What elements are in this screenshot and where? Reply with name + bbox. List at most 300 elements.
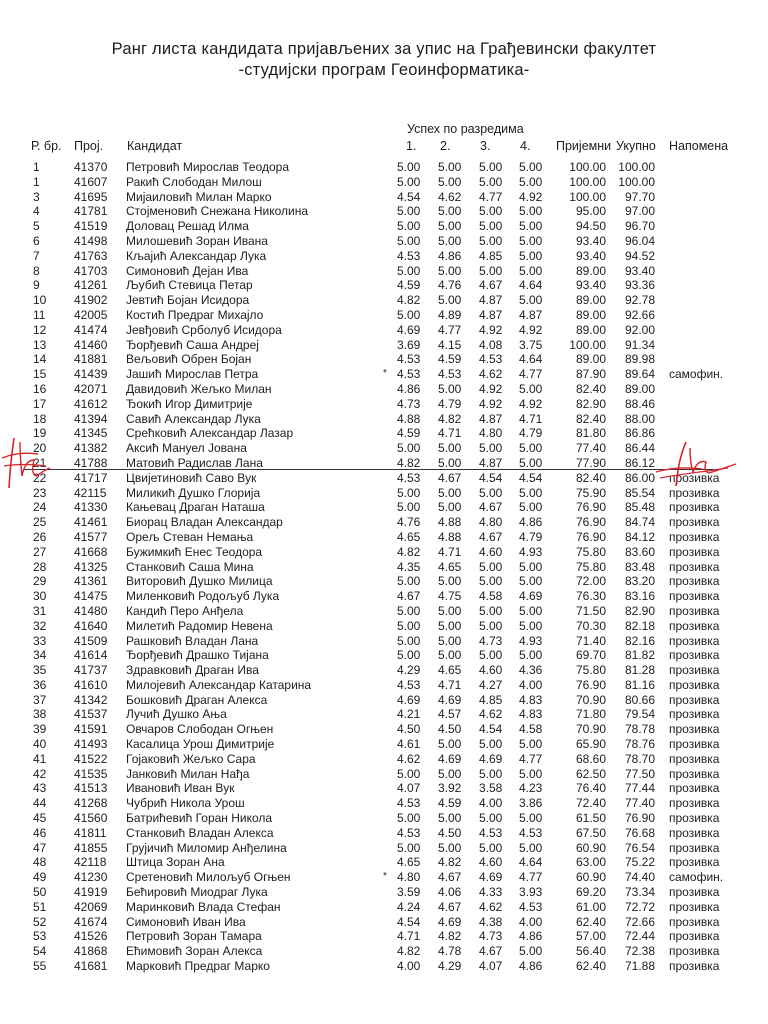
grade-4-cell: 5.00	[519, 219, 543, 234]
application-id-cell: 41475	[74, 589, 108, 604]
rank-cell: 37	[33, 692, 47, 707]
application-id-cell: 41763	[74, 248, 108, 263]
grade-2-cell: 5.00	[438, 766, 462, 781]
rank-cell: 1	[33, 160, 40, 174]
grade-1-cell: 4.53	[397, 825, 421, 840]
rank-cell: 18	[33, 411, 47, 426]
entrance-exam-cell: 100.00	[569, 189, 606, 204]
header-note: Напомена	[669, 139, 729, 153]
candidate-name-cell: Милошевић Зоран Ивана	[126, 233, 268, 248]
application-id-cell: 41498	[74, 233, 108, 248]
grade-4-cell: 5.00	[519, 233, 543, 248]
grade-3-cell: 4.62	[479, 707, 503, 722]
table-row	[0, 767, 768, 782]
application-id-cell: 42069	[74, 899, 108, 914]
rank-cell: 14	[33, 352, 47, 367]
table-row	[0, 752, 768, 767]
grade-2-cell: 5.00	[438, 263, 462, 278]
candidate-name-cell: Јашић Мирослав Петра	[126, 367, 259, 382]
grade-3-cell: 5.00	[479, 766, 503, 781]
note-cell: прозивка	[669, 929, 720, 944]
rank-cell: 46	[33, 825, 47, 840]
application-id-cell: 41461	[74, 515, 108, 530]
table-row	[0, 619, 768, 634]
entrance-exam-cell: 63.00	[575, 855, 606, 870]
entrance-exam-cell: 62.50	[575, 766, 606, 781]
rank-cell: 47	[33, 840, 47, 855]
rank-cell: 53	[33, 929, 47, 944]
grade-2-cell: 5.00	[438, 204, 462, 219]
application-id-cell: 41717	[74, 470, 108, 485]
grade-3-cell: 4.73	[479, 633, 503, 648]
title-line-2: -студијски програм Геоинформатика-	[238, 61, 530, 79]
application-id-cell: 41737	[74, 663, 108, 678]
grade-2-cell: 4.53	[438, 367, 462, 382]
rank-cell: 49	[33, 870, 47, 885]
grade-1-cell: 5.00	[397, 811, 421, 826]
grade-1-cell: 4.50	[397, 722, 421, 737]
total-score-cell: 89.64	[624, 367, 655, 382]
note-cell: прозивка	[669, 559, 720, 574]
grade-1-cell: 4.61	[397, 737, 421, 752]
grade-4-cell: 5.00	[519, 811, 543, 826]
grade-2-cell: 5.00	[438, 811, 462, 826]
grade-4-cell: 5.00	[519, 248, 543, 263]
rank-cell: 3	[33, 189, 40, 204]
entrance-exam-cell: 89.00	[575, 322, 606, 337]
grade-2-cell: 5.00	[438, 233, 462, 248]
note-cell: прозивка	[669, 603, 720, 618]
total-score-cell: 89.00	[624, 381, 655, 396]
grade-2-cell: 4.75	[438, 589, 462, 604]
total-score-cell: 71.88	[624, 959, 655, 974]
entrance-exam-cell: 69.70	[575, 648, 606, 663]
total-score-cell: 97.00	[624, 204, 655, 219]
total-score-cell: 72.38	[624, 944, 655, 959]
candidate-name-cell: Јевтић Бојан Исидора	[126, 293, 250, 308]
grade-4-cell: 5.00	[519, 574, 543, 589]
candidate-name-cell: Кандић Перо Анђела	[126, 603, 244, 618]
note-cell: прозивка	[669, 574, 720, 589]
candidate-name-cell: Чубрић Никола Урош	[126, 796, 245, 811]
grade-4-cell: 4.93	[519, 633, 543, 648]
total-score-cell: 82.90	[624, 603, 655, 618]
grade-2-cell: 4.65	[438, 663, 462, 678]
grade-2-cell: 5.00	[438, 160, 462, 174]
note-cell: прозивка	[669, 825, 720, 840]
entrance-exam-cell: 68.60	[575, 751, 606, 766]
note-cell: прозивка	[669, 722, 720, 737]
grade-3-cell: 4.62	[479, 899, 503, 914]
table-row	[0, 367, 768, 382]
header-grade-3: 3.	[480, 139, 491, 153]
table-row	[0, 486, 768, 501]
candidate-name-cell: Јевђовић Срболуб Исидора	[126, 322, 282, 337]
grade-1-cell: 4.82	[397, 293, 421, 308]
total-score-cell: 94.52	[624, 248, 655, 263]
rank-cell: 43	[33, 781, 47, 796]
grade-3-cell: 4.27	[479, 677, 503, 692]
entrance-exam-cell: 61.00	[575, 899, 606, 914]
table-row	[0, 707, 768, 722]
table-row	[0, 737, 768, 752]
grade-2-cell: 5.00	[438, 618, 462, 633]
grade-4-cell: 4.69	[519, 589, 543, 604]
application-id-cell: 42118	[74, 855, 107, 870]
total-score-cell: 72.72	[624, 899, 655, 914]
table-row	[0, 249, 768, 264]
grade-1-cell: 5.00	[397, 766, 421, 781]
grade-1-cell: 5.00	[397, 233, 421, 248]
table-row	[0, 915, 768, 930]
grade-3-cell: 4.87	[479, 307, 503, 322]
rank-cell: 12	[33, 322, 47, 337]
entrance-exam-cell: 75.80	[575, 663, 606, 678]
grade-1-cell: 5.00	[397, 174, 421, 189]
grade-2-cell: 4.62	[438, 189, 462, 204]
application-id-cell: 41607	[74, 174, 108, 189]
table-row	[0, 826, 768, 841]
total-score-cell: 85.54	[624, 485, 655, 500]
entrance-exam-cell: 89.00	[575, 293, 606, 308]
entrance-exam-cell: 60.90	[575, 840, 606, 855]
application-id-cell: 42071	[74, 381, 108, 396]
entrance-exam-cell: 76.90	[575, 677, 606, 692]
entrance-exam-cell: 70.90	[575, 692, 606, 707]
grade-1-cell: 4.21	[397, 707, 421, 722]
total-score-cell: 88.00	[624, 411, 655, 426]
grade-1-cell: 5.00	[397, 633, 421, 648]
grade-1-cell: 5.00	[397, 307, 421, 322]
table-row	[0, 530, 768, 545]
grade-4-cell: 5.00	[519, 204, 543, 219]
grade-2-cell: 5.00	[438, 737, 462, 752]
entrance-exam-cell: 62.40	[575, 914, 606, 929]
grade-2-cell: 4.06	[438, 885, 462, 900]
grade-2-cell: 4.89	[438, 307, 462, 322]
candidate-name-cell: Маринковић Влада Стефан	[126, 899, 281, 914]
grade-1-cell: 4.82	[397, 944, 421, 959]
header-entrance-exam: Пријемни	[556, 139, 612, 153]
note-cell: прозивка	[669, 781, 720, 796]
grade-4-cell: 5.00	[519, 618, 543, 633]
grade-4-cell: 5.00	[519, 263, 543, 278]
rank-cell: 48	[33, 855, 47, 870]
grade-1-cell: 4.65	[397, 529, 421, 544]
entrance-exam-cell: 70.90	[575, 722, 606, 737]
grade-3-cell: 4.67	[479, 278, 503, 293]
table-row	[0, 885, 768, 900]
table-row	[0, 870, 768, 885]
application-id-cell: 41439	[74, 367, 108, 382]
note-cell: прозивка	[669, 944, 720, 959]
total-score-cell: 76.68	[624, 825, 655, 840]
total-score-cell: 79.54	[624, 707, 655, 722]
rank-cell: 6	[33, 233, 40, 248]
grade-2-cell: 4.82	[438, 411, 462, 426]
grade-1-cell: 4.71	[397, 929, 421, 944]
note-cell: прозивка	[669, 914, 720, 929]
table-row	[0, 352, 768, 367]
grade-3-cell: 4.87	[479, 293, 503, 308]
grade-1-cell: 4.07	[397, 781, 421, 796]
application-id-cell: 41881	[74, 352, 108, 367]
candidate-name-cell: Давидовић Жељко Милан	[126, 381, 272, 396]
application-id-cell: 41640	[74, 618, 108, 633]
rank-cell: 50	[33, 885, 47, 900]
grade-2-cell: 4.67	[438, 899, 462, 914]
admission-cutoff-line	[24, 469, 718, 470]
table-row	[0, 219, 768, 234]
grade-1-cell: 4.53	[397, 677, 421, 692]
grade-1-cell: 4.80	[397, 870, 421, 885]
entrance-exam-cell: 93.40	[575, 233, 606, 248]
grade-3-cell: 4.69	[479, 751, 503, 766]
grade-1-cell: 4.65	[397, 855, 421, 870]
table-row	[0, 160, 768, 175]
application-id-cell: 41382	[74, 441, 108, 456]
grade-4-cell: 4.92	[519, 189, 543, 204]
candidate-name-cell: Љубић Стевица Петар	[126, 278, 253, 293]
grade-3-cell: 4.87	[479, 455, 503, 470]
grade-4-cell: 3.75	[519, 337, 543, 352]
application-id-cell: 41537	[74, 707, 108, 722]
entrance-exam-cell: 76.40	[575, 781, 606, 796]
note-cell: прозивка	[669, 707, 720, 722]
grade-1-cell: 5.00	[397, 204, 421, 219]
total-score-cell: 73.34	[624, 885, 655, 900]
grade-1-cell: 4.24	[397, 899, 421, 914]
note-cell: прозивка	[669, 811, 720, 826]
entrance-exam-cell: 75.80	[575, 544, 606, 559]
grade-3-cell: 4.80	[479, 515, 503, 530]
rank-cell: 55	[33, 959, 47, 974]
rank-cell: 34	[33, 648, 47, 663]
grade-3-cell: 4.92	[479, 381, 503, 396]
self-financed-mark: *	[383, 368, 387, 380]
entrance-exam-cell: 100.00	[569, 174, 606, 189]
entrance-exam-cell: 89.00	[575, 352, 606, 367]
application-id-cell: 41591	[74, 722, 108, 737]
grade-3-cell: 3.58	[479, 781, 503, 796]
candidate-name-cell: Цвијетиновић Саво Вук	[126, 470, 257, 485]
application-id-cell: 41342	[74, 692, 108, 707]
header-grade-2: 2.	[440, 139, 451, 153]
grade-3-cell: 4.67	[479, 944, 503, 959]
candidate-name-cell: Кањевац Драган Наташа	[126, 500, 265, 515]
grade-4-cell: 4.00	[519, 914, 543, 929]
application-id-cell: 41268	[74, 796, 108, 811]
grade-3-cell: 4.60	[479, 855, 503, 870]
entrance-exam-cell: 76.90	[575, 529, 606, 544]
grade-4-cell: 5.00	[519, 559, 543, 574]
table-row	[0, 308, 768, 323]
application-id-cell: 41668	[74, 544, 108, 559]
note-cell: прозивка	[669, 677, 720, 692]
note-cell: прозивка	[669, 500, 720, 515]
grade-4-cell: 5.00	[519, 766, 543, 781]
application-id-cell: 41394	[74, 411, 108, 426]
rank-cell: 21	[33, 455, 47, 470]
entrance-exam-cell: 95.00	[575, 204, 606, 219]
note-cell: прозивка	[669, 589, 720, 604]
total-score-cell: 83.16	[624, 589, 655, 604]
table-row	[0, 589, 768, 604]
total-score-cell: 93.36	[624, 278, 655, 293]
application-id-cell: 41261	[74, 278, 108, 293]
grade-2-cell: 4.86	[438, 248, 462, 263]
table-row	[0, 293, 768, 308]
grade-4-cell: 4.77	[519, 751, 543, 766]
candidate-name-cell: Грујичић Миломир Анђелина	[126, 840, 287, 855]
candidate-name-cell: Симоновић Иван Ива	[126, 914, 246, 929]
total-score-cell: 100.00	[618, 174, 655, 189]
entrance-exam-cell: 57.00	[575, 929, 606, 944]
entrance-exam-cell: 56.40	[575, 944, 606, 959]
entrance-exam-cell: 69.20	[575, 885, 606, 900]
rank-cell: 8	[33, 263, 40, 278]
total-score-cell: 96.70	[624, 219, 655, 234]
rank-cell: 41	[33, 751, 47, 766]
grade-2-cell: 4.50	[438, 722, 462, 737]
grade-3-cell: 5.00	[479, 263, 503, 278]
entrance-exam-cell: 81.80	[575, 426, 606, 441]
application-id-cell: 41526	[74, 929, 108, 944]
table-row	[0, 796, 768, 811]
grade-4-cell: 5.00	[519, 737, 543, 752]
grade-2-cell: 5.00	[438, 574, 462, 589]
application-id-cell: 41855	[74, 840, 108, 855]
grade-2-cell: 4.76	[438, 278, 462, 293]
table-row	[0, 441, 768, 456]
rank-cell: 5	[33, 219, 40, 234]
rank-cell: 35	[33, 663, 47, 678]
total-score-cell: 92.66	[624, 307, 655, 322]
table-row	[0, 900, 768, 915]
entrance-exam-cell: 72.40	[575, 796, 606, 811]
table-row	[0, 471, 768, 486]
entrance-exam-cell: 93.40	[575, 248, 606, 263]
note-cell: прозивка	[669, 766, 720, 781]
grade-2-cell: 4.69	[438, 751, 462, 766]
entrance-exam-cell: 89.00	[575, 263, 606, 278]
rank-cell: 40	[33, 737, 47, 752]
header-id: Прој.	[74, 139, 104, 153]
grade-4-cell: 4.79	[519, 529, 543, 544]
grade-1-cell: 5.00	[397, 485, 421, 500]
total-score-cell: 97.70	[624, 189, 655, 204]
application-id-cell: 41230	[74, 870, 108, 885]
rank-cell: 26	[33, 529, 47, 544]
rank-cell: 7	[33, 248, 40, 263]
grade-3-cell: 5.00	[479, 485, 503, 500]
grade-1-cell: 5.00	[397, 263, 421, 278]
note-cell: прозивка	[669, 485, 720, 500]
rank-cell: 39	[33, 722, 47, 737]
entrance-exam-cell: 67.50	[575, 825, 606, 840]
grade-2-cell: 4.88	[438, 515, 462, 530]
candidate-name-cell: Аксић Мануел Јована	[126, 441, 247, 456]
grade-1-cell: 3.59	[397, 885, 421, 900]
grade-2-cell: 4.71	[438, 677, 462, 692]
note-cell: прозивка	[669, 899, 720, 914]
grade-3-cell: 4.53	[479, 825, 503, 840]
grade-3-cell: 5.00	[479, 233, 503, 248]
application-id-cell: 41493	[74, 737, 108, 752]
grade-2-cell: 5.00	[438, 381, 462, 396]
grade-2-cell: 5.00	[438, 603, 462, 618]
grade-3-cell: 4.08	[479, 337, 503, 352]
candidate-name-cell: Ђорђевић Саша Андреј	[126, 337, 259, 352]
rank-cell: 52	[33, 914, 47, 929]
total-score-cell: 78.70	[624, 751, 655, 766]
total-score-cell: 81.16	[624, 677, 655, 692]
grade-1-cell: 4.29	[397, 663, 421, 678]
application-id-cell: 41614	[74, 648, 108, 663]
application-id-cell: 41919	[74, 885, 108, 900]
table-row	[0, 560, 768, 575]
candidate-name-cell: Ивановић Иван Вук	[126, 781, 235, 796]
candidate-name-cell: Костић Предраг Михајло	[126, 307, 264, 322]
grade-1-cell: 5.00	[397, 648, 421, 663]
grade-2-cell: 5.00	[438, 648, 462, 663]
grade-4-cell: 4.54	[519, 470, 543, 485]
grade-1-cell: 4.69	[397, 692, 421, 707]
grade-3-cell: 4.92	[479, 322, 503, 337]
total-score-cell: 75.22	[624, 855, 655, 870]
grade-2-cell: 4.82	[438, 929, 462, 944]
rank-cell: 29	[33, 574, 47, 589]
grade-2-cell: 4.71	[438, 544, 462, 559]
candidate-name-cell: Станковић Саша Мина	[126, 559, 254, 574]
grade-3-cell: 4.00	[479, 796, 503, 811]
entrance-exam-cell: 72.00	[575, 574, 606, 589]
candidate-name-cell: Стојменовић Снежана Николина	[126, 204, 309, 219]
candidate-name-cell: Милојевић Александар Катарина	[126, 677, 312, 692]
grade-3-cell: 5.00	[479, 219, 503, 234]
candidate-name-cell: Ђорђевић Драшко Тијана	[126, 648, 269, 663]
rank-cell: 24	[33, 500, 47, 515]
table-row	[0, 338, 768, 353]
grade-3-cell: 4.38	[479, 914, 503, 929]
grade-4-cell: 4.86	[519, 929, 543, 944]
table-row	[0, 959, 768, 974]
candidate-name-cell: Петровић Зоран Тамара	[126, 929, 262, 944]
application-id-cell: 41577	[74, 529, 108, 544]
grade-3-cell: 5.00	[479, 160, 503, 174]
grade-3-cell: 4.77	[479, 189, 503, 204]
entrance-exam-cell: 93.40	[575, 278, 606, 293]
grade-4-cell: 4.71	[519, 411, 543, 426]
rank-cell: 36	[33, 677, 47, 692]
grade-3-cell: 4.62	[479, 367, 503, 382]
candidate-name-cell: Миленковић Родољуб Лука	[126, 589, 280, 604]
entrance-exam-cell: 75.90	[575, 485, 606, 500]
grade-4-cell: 4.79	[519, 426, 543, 441]
grade-3-cell: 4.85	[479, 248, 503, 263]
header-rank: Р. бр.	[31, 139, 62, 153]
rank-cell: 38	[33, 707, 47, 722]
grade-2-cell: 5.00	[438, 455, 462, 470]
table-row	[0, 382, 768, 397]
grade-4-cell: 4.36	[519, 663, 543, 678]
grade-2-cell: 4.29	[438, 959, 462, 974]
total-score-cell: 92.78	[624, 293, 655, 308]
entrance-exam-cell: 65.90	[575, 737, 606, 752]
candidate-name-cell: Милетић Радомир Невена	[126, 618, 273, 633]
entrance-exam-cell: 70.30	[575, 618, 606, 633]
total-score-cell: 88.46	[624, 396, 655, 411]
